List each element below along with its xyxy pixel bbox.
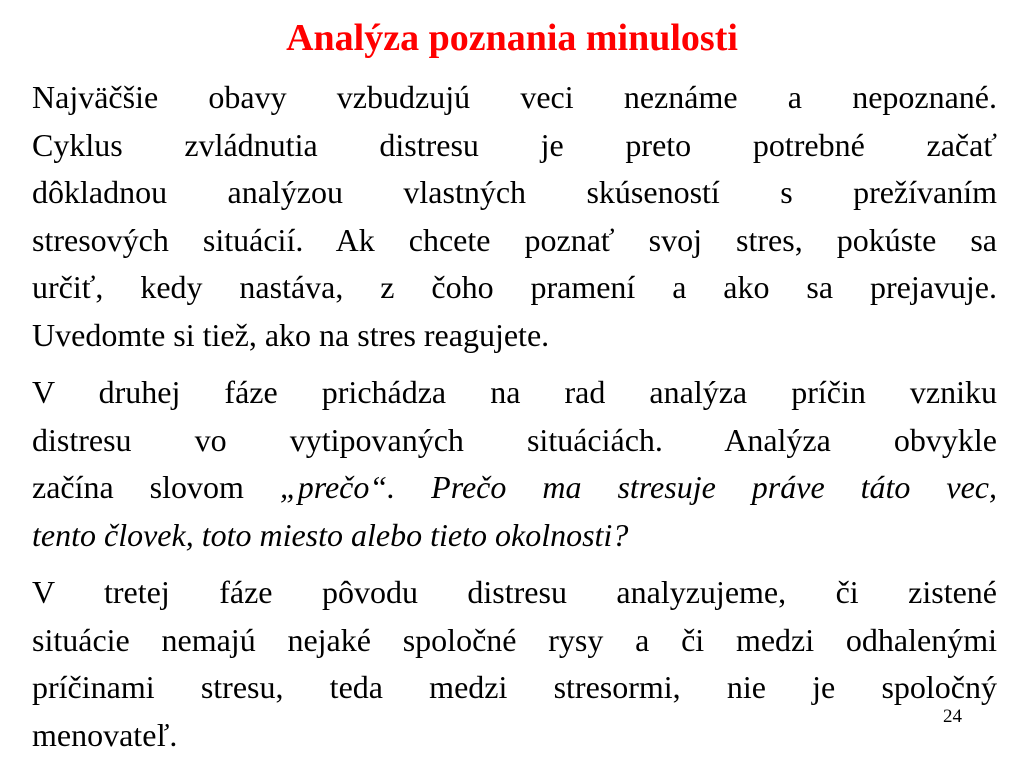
- paragraph-3: [32, 569, 997, 759]
- paragraph-3-line-2: situácie nemajú nejaké spoločné rysy a či medzi odhalenými: [32, 621, 997, 658]
- paragraph-3-line-4: menovateľ.: [32, 716, 178, 753]
- paragraph-1-line-5: určiť, kedy nastáva, z čoho pramení a ako sa prejavuje.: [32, 269, 997, 305]
- paragraph-1-line-1: Najväčšie obavy vzbudzujú veci neznáme a nepoznané.: [32, 79, 997, 115]
- slide-body: [32, 74, 997, 769]
- paragraph-2: [32, 369, 997, 559]
- paragraph-2-line-3-prefix: začína slovom: [32, 469, 280, 505]
- paragraph-2-line-3: [32, 464, 997, 512]
- paragraph-1: [32, 74, 997, 359]
- paragraph-2-line-3-italic: „prečo“. Prečo ma stresuje práve táto vec,: [279, 469, 998, 505]
- paragraph-3-line-1: V tretej fáze pôvodu distresu analyzujeme, či zistené: [32, 574, 997, 610]
- paragraph-1-line-3: dôkladnou analýzou vlastných skúseností s prežívaním: [32, 174, 997, 210]
- paragraph-2-line-2: distresu vo vytipovaných situáciách. Analýza obvykle: [32, 421, 997, 458]
- slide-title: Analýza poznania minulosti: [286, 17, 738, 59]
- paragraph-1-line-2: Cyklus zvládnutia distresu je preto potrebné začať: [32, 126, 997, 163]
- paragraph-1-line-6: Uvedomte si tiež, ako na stres reagujete.: [32, 316, 550, 353]
- paragraph-1-line-4: stresových situácií. Ak chcete poznať svoj stres, pokúste sa: [32, 221, 997, 258]
- paragraph-2-line-4: tento človek, toto miesto alebo tieto okolnosti?: [32, 516, 629, 553]
- paragraph-3-line-3: príčinami stresu, teda medzi stresormi, nie je spoločný: [32, 669, 997, 705]
- page-number: 24: [943, 706, 962, 727]
- paragraph-2-line-1: V druhej fáze prichádza na rad analýza príčin vzniku: [32, 374, 997, 410]
